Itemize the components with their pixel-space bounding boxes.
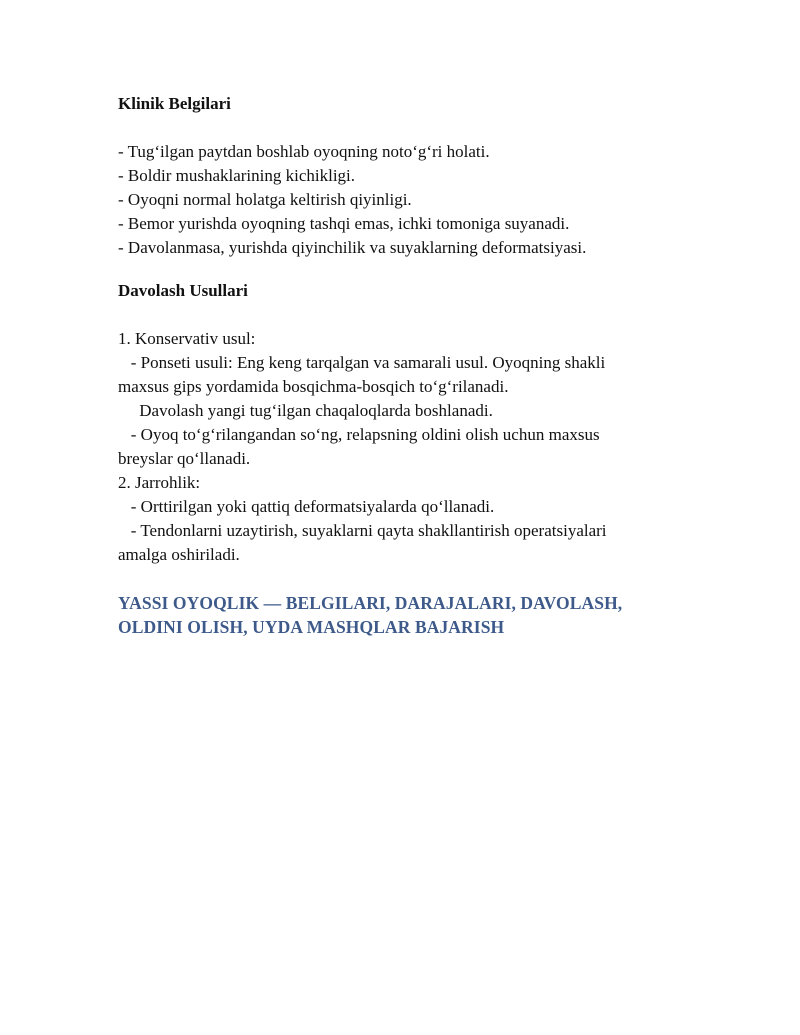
section-title-treatment-methods: Davolash Usullari <box>118 281 248 300</box>
list-item: - Oyoq to‘g‘rilangandan so‘ng, relapsning oldini olish uchun maxsus <box>118 425 600 444</box>
clinical-signs-list <box>118 140 678 260</box>
list-item: - Boldir mushaklarining kichikligi. <box>118 166 356 185</box>
list-item: amalga oshiriladi. <box>118 545 240 564</box>
treatment-methods-list <box>118 327 678 567</box>
list-item: Davolash yangi tug‘ilgan chaqaloqlarda boshlanadi. <box>118 401 493 420</box>
list-item: - Orttirilgan yoki qattiq deformatsiyalarda qo‘llanadi. <box>118 497 495 516</box>
list-item: - Tendonlarni uzaytirish, suyaklarni qayta shakllantirish operatsiyalari <box>118 521 607 540</box>
section-title-clinical-signs: Klinik Belgilari <box>118 94 231 113</box>
list-item: - Oyoqni normal holatga keltirish qiyinligi. <box>118 190 412 209</box>
list-item: - Davolanmasa, yurishda qiyinchilik va suyaklarning deformatsiyasi. <box>118 238 587 257</box>
list-item: - Bemor yurishda oyoqning tashqi emas, ichki tomoniga suyanadi. <box>118 214 570 233</box>
next-article-heading[interactable] <box>118 591 678 639</box>
list-item: breyslar qo‘llanadi. <box>118 449 251 468</box>
next-article-title-line-2: OLDINI OLISH, UYDA MASHQLAR BAJARISH <box>118 617 505 637</box>
list-item: 2. Jarrohlik: <box>118 473 201 492</box>
document-page <box>118 92 678 639</box>
list-item: - Tug‘ilgan paytdan boshlab oyoqning noto‘g‘ri holati. <box>118 142 490 161</box>
list-item: - Ponseti usuli: Eng keng tarqalgan va samarali usul. Oyoqning shakli <box>118 353 606 372</box>
list-item: 1. Konservativ usul: <box>118 329 256 348</box>
list-item: maxsus gips yordamida bosqichma-bosqich to‘g‘rilanadi. <box>118 377 509 396</box>
next-article-title-line-1: YASSI OYOQLIK — BELGILARI, DARAJALARI, DAVOLASH, <box>118 593 623 613</box>
treatment-section <box>118 279 678 567</box>
